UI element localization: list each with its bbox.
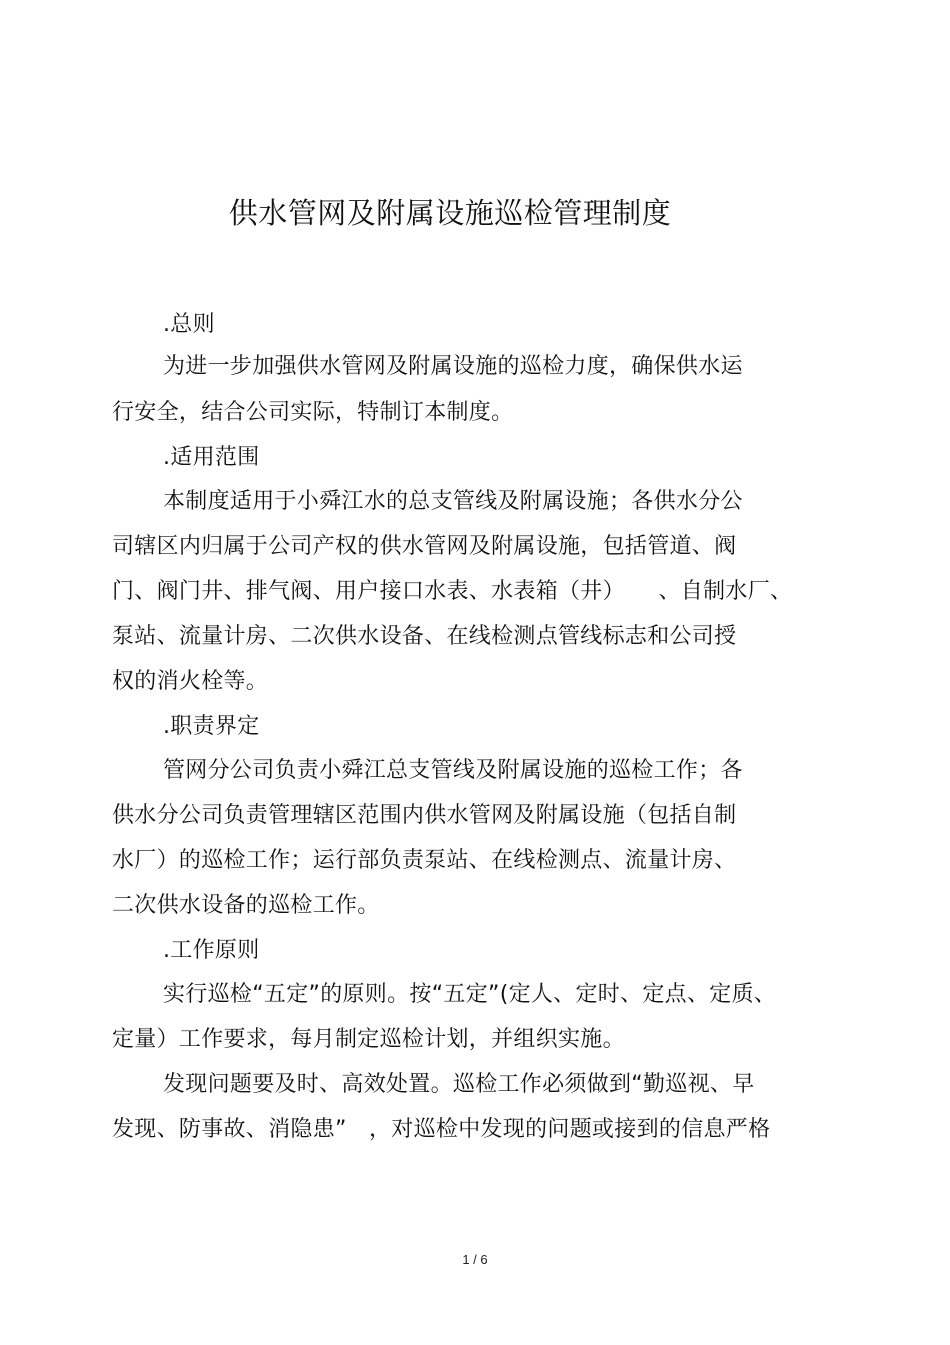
paragraph-line: 二次供水设备的巡检工作。 (112, 893, 380, 918)
paragraph-line: 实行巡检“五定”的原则。按“五定”(定人、定时、定点、定质、 (163, 982, 777, 1007)
paragraph-line: 供水分公司负责管理辖区范围内供水管网及附属设施（包括自制 (112, 803, 737, 828)
paragraph-line: 发现问题要及时、高效处置。巡检工作必须做到“勤巡视、早 (163, 1072, 755, 1097)
page-number: 1 / 6 (462, 1252, 488, 1267)
section-heading-principles: .工作原则 (163, 938, 260, 963)
paragraph-line: 管网分公司负责小舜江总支管线及附属设施的巡检工作；各 (163, 758, 743, 783)
paragraph-line: 为进一步加强供水管网及附属设施的巡检力度，确保供水运 (163, 354, 743, 379)
paragraph-line: 泵站、流量计房、二次供水设备、在线检测点管线标志和公司授 (112, 624, 737, 649)
document-title: 供水管网及附属设施巡检管理制度 (228, 196, 672, 230)
paragraph-line: 权的消火栓等。 (112, 669, 269, 694)
section-heading-responsibilities: .职责界定 (163, 714, 260, 739)
paragraph-line: 行安全，结合公司实际，特制订本制度。 (112, 400, 514, 425)
paragraph-line: 发现、防事故、消隐患” ，对巡检中发现的问题或接到的信息严格 (112, 1117, 771, 1142)
paragraph-line: 本制度适用于小舜江水的总支管线及附属设施；各供水分公 (163, 489, 743, 514)
paragraph-line: 定量）工作要求，每月制定巡检计划，并组织实施。 (112, 1027, 625, 1052)
paragraph-line: 水厂）的巡检工作；运行部负责泵站、在线检测点、流量计房、 (112, 848, 737, 873)
paragraph-line: 司辖区内归属于公司产权的供水管网及附属设施，包括管道、阀 (112, 534, 737, 559)
paragraph-line: 门、阀门井、排气阀、用户接口水表、水表箱（井） 、自制水厂、 (112, 579, 793, 604)
section-heading-scope: .适用范围 (163, 445, 260, 470)
section-heading-general: .总则 (163, 312, 215, 337)
